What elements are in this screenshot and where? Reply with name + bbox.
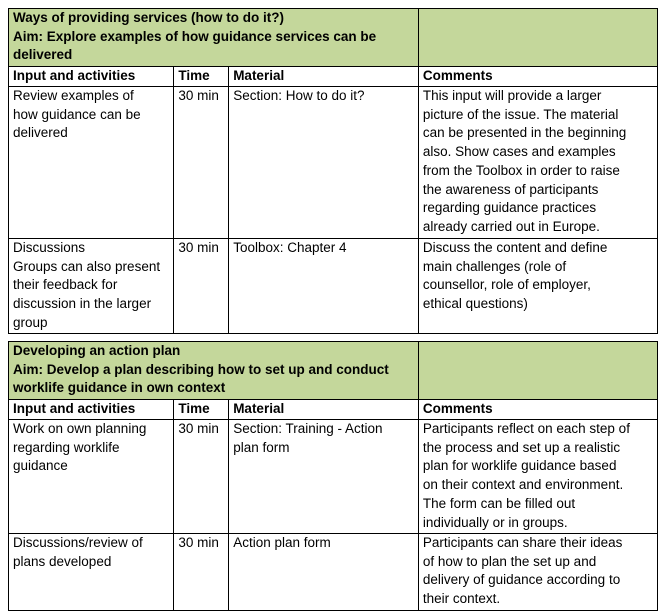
time-cell: 30 min — [174, 239, 229, 334]
section-title: Ways of providing services (how to do it?) — [13, 10, 285, 25]
input-cell: Review examples of how guidance can be delivered — [9, 87, 174, 239]
table-header-row — [9, 9, 658, 67]
comments-cell: Participants reflect on each step of the process and set up a realistic plan for worklife guidance based on their context and environment. The form can be filled out individually or in groups. — [418, 420, 657, 534]
column-header-material: Material — [229, 400, 419, 420]
section-aim-line: delivered — [13, 47, 73, 63]
material-cell: Action plan form — [229, 534, 419, 611]
column-header-comments: Comments — [418, 400, 657, 420]
column-header-material: Material — [229, 67, 419, 87]
section-title: Developing an action plan — [13, 343, 181, 358]
time-cell: 30 min — [174, 87, 229, 239]
column-header-time: Time — [174, 400, 229, 420]
input-cell: Discussions Groups can also present their feedback for discussion in the larger group — [9, 239, 174, 334]
material-cell: Toolbox: Chapter 4 — [229, 239, 419, 334]
session-table-ways-of-providing-services — [8, 8, 658, 334]
column-header-input: Input and activities — [9, 400, 174, 420]
section-header-blank — [418, 9, 657, 67]
section-header-blank — [418, 342, 657, 400]
section-header — [9, 9, 419, 67]
comments-cell: Participants can share their ideas of how to plan the set up and delivery of guidance according to their context. — [418, 534, 657, 611]
section-aim-line: Aim: Develop a plan describing how to set up and conduct — [13, 361, 389, 377]
time-cell: 30 min — [174, 534, 229, 611]
table-row — [9, 239, 658, 334]
table-row — [9, 87, 658, 239]
session-table-developing-action-plan — [8, 341, 658, 611]
material-cell: Section: How to do it? — [229, 87, 419, 239]
column-header-time: Time — [174, 67, 229, 87]
section-header — [9, 342, 419, 400]
input-cell: Work on own planning regarding worklife guidance — [9, 420, 174, 534]
input-cell: Discussions/review of plans developed — [9, 534, 174, 611]
section-aim-line: worklife guidance in own context — [13, 380, 226, 396]
comments-cell: This input will provide a larger picture of the issue. The material can be presented in the beginning also. Show cases and examples from the Toolbox in order to raise the awareness of participants regarding guidance practices already carried out in Europe. — [418, 87, 657, 239]
column-header-row — [9, 400, 658, 420]
column-header-comments: Comments — [418, 67, 657, 87]
column-header-row — [9, 67, 658, 87]
time-cell: 30 min — [174, 420, 229, 534]
table-row — [9, 420, 658, 534]
section-aim-line: Aim: Explore examples of how guidance services can be — [13, 28, 377, 44]
comments-cell: Discuss the content and define main challenges (role of counsellor, role of employer, ethical questions) — [418, 239, 657, 334]
table-row — [9, 534, 658, 611]
table-header-row — [9, 342, 658, 400]
material-cell: Section: Training - Action plan form — [229, 420, 419, 534]
column-header-input: Input and activities — [9, 67, 174, 87]
